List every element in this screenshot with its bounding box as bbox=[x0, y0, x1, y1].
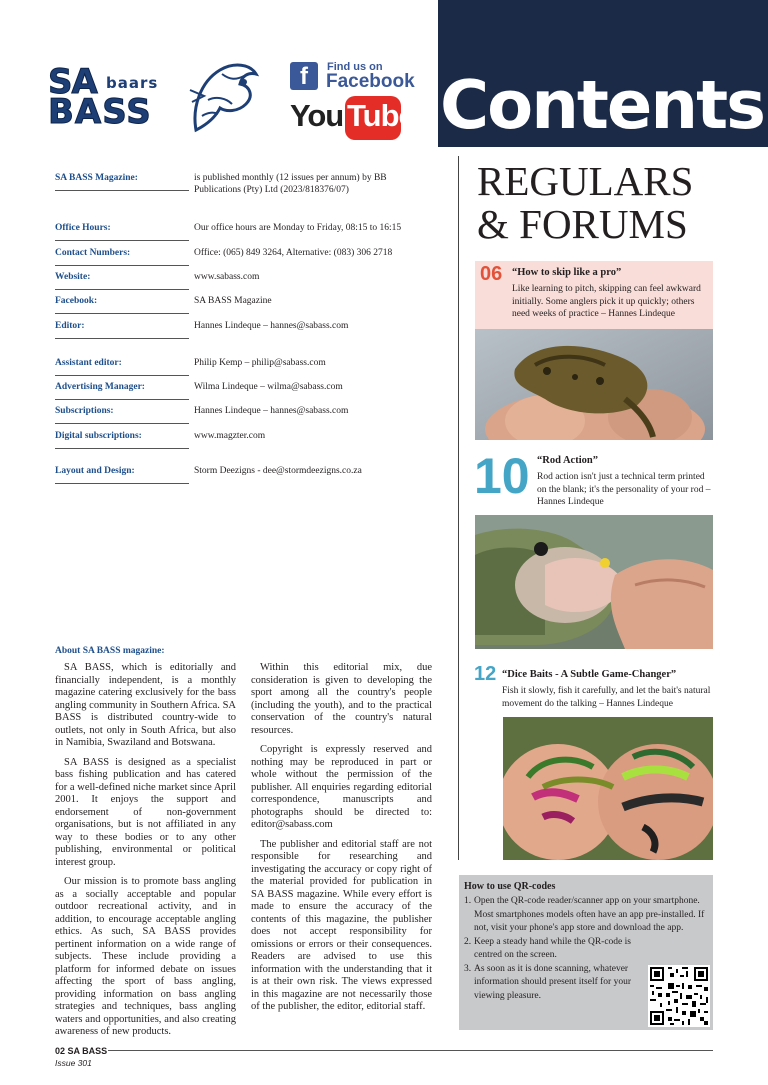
article-12-desc: Fish it slowly, fish it carefully, and let the bait's natural movement do the talking – Hannes Lindeque bbox=[502, 686, 711, 709]
logo-bass: BASS bbox=[48, 92, 152, 132]
youtube-tube-text[interactable]: Tube bbox=[347, 98, 415, 133]
page-number-label: 02 SA BASS bbox=[55, 1046, 108, 1056]
article-06-number: 06 bbox=[480, 263, 503, 285]
social-links bbox=[290, 61, 415, 142]
youtube-you-text[interactable]: You bbox=[290, 98, 344, 133]
about-column-2 bbox=[251, 662, 432, 1021]
about-heading: About SA BASS magazine: bbox=[55, 646, 165, 656]
masthead-value: Our office hours are Monday to Friday, 08:15 to 16:15 bbox=[194, 223, 402, 233]
facebook-link[interactable]: Facebook bbox=[326, 71, 415, 92]
masthead-value: Wilma Lindeque – wilma@sabass.com bbox=[194, 382, 343, 392]
about-paragraph: SA BASS, which is editorially and financially independent, is a monthly magazine catering exclusively for the bass angling community in Southern Africa. SA BASS is distributed country-wide to outlets, not only in South Africa, but also in Namibia, Swaziland and Botswana. bbox=[55, 662, 236, 748]
website-link[interactable]: www.sabass.com bbox=[194, 272, 260, 282]
masthead-value: Office: (065) 849 3264, Alternative: (083) 306 2718 bbox=[194, 248, 393, 258]
masthead-value: SA BASS Magazine bbox=[194, 296, 272, 306]
qr-step: 2. Keep a steady hand while the QR-code is centred on the screen. bbox=[464, 936, 712, 963]
frog-lure-photo bbox=[475, 329, 713, 440]
facebook-find-text: Find us on bbox=[327, 61, 383, 73]
about-paragraph: Copyright is expressly reserved and nothing may be reproduced in part or whole without the permission of the publisher. All enquiries regarding editorial correspondence, manuscripts and photographs should be directed to: editor@sabass.com bbox=[251, 744, 432, 830]
masthead-value: Philip Kemp – philip@sabass.com bbox=[194, 358, 326, 368]
masthead-value: Hannes Lindeque – hannes@sabass.com bbox=[194, 406, 349, 416]
logo-baars: baars bbox=[106, 74, 159, 92]
logo-sa: SA bbox=[48, 62, 97, 102]
about-paragraph: SA BASS is designed as a specialist bass fishing publication and has catered for a well-defined niche market since April 2001. It enjoys the support and endorsement of non-government organisations, but is not affiliated in any way to these bodies or to any other publishing, environmental or political interest group. bbox=[55, 756, 236, 868]
qr-heading: How to use QR-codes bbox=[464, 881, 556, 892]
footer-divider bbox=[108, 1050, 713, 1051]
qr-step: 1. Open the QR-code reader/scanner app on your smartphone. Most smartphones models often have an app pre-installed. If not, visit your phone's app store and download the app. bbox=[464, 895, 712, 936]
section-title bbox=[477, 160, 693, 246]
masthead-label: Editor: bbox=[55, 320, 189, 339]
contents-banner bbox=[438, 0, 768, 147]
article-06-title[interactable]: “How to skip like a pro” bbox=[512, 267, 622, 278]
sa-bass-logo bbox=[48, 60, 260, 136]
masthead-label: Contact Numbers: bbox=[55, 247, 189, 266]
masthead-value: is published monthly (12 issues per annum) by BB Publications (Pty) Ltd (2023/818376/07) bbox=[194, 173, 387, 195]
section-title-line2: & FORUMS bbox=[477, 201, 688, 247]
article-12-title[interactable]: “Dice Baits - A Subtle Game-Changer” bbox=[502, 669, 677, 680]
masthead-value: Storm Deezigns - dee@stormdeezigns.co.za bbox=[194, 466, 362, 476]
about-column-1 bbox=[55, 662, 236, 1046]
masthead-label: Website: bbox=[55, 271, 189, 290]
page-title: Contents bbox=[440, 66, 764, 144]
section-title-line1: REGULARS bbox=[477, 158, 694, 204]
about-paragraph: Our mission is to promote bass angling as a socially acceptable and popular outdoor recreational activity, and in addition, to encourage acceptable angling ethics. As such, SA BASS provides pertinent information on a wide range of subjects. These include providing a platform for informed debate on issues affecting the sport of bass angling, providing information on bass angling strategies and techniques, bass angling waters and opportunities, and also creating awareness of new products. bbox=[55, 876, 236, 1037]
masthead-value: Hannes Lindeque – hannes@sabass.com bbox=[194, 321, 349, 331]
masthead-label: Digital subscriptions: bbox=[55, 430, 189, 449]
magzter-link[interactable]: www.magzter.com bbox=[194, 431, 266, 441]
article-10-title[interactable]: “Rod Action” bbox=[537, 455, 598, 466]
about-paragraph: The publisher and editorial staff are not responsible for researching and investigating the accuracy or copy right of the material provided for publication in SA BASS magazine. While every effort is made to ensure the accuracy of the contents of this magazine, the publisher does not accept responsibility for omissions or errors or their consequences. Readers are advised to use this information with the understanding that it is at their own risk. The views expressed in this magazine are not necessarily those of the publisher, the editor, editorial staff. bbox=[251, 838, 432, 1012]
about-paragraph: Within this editorial mix, due consideration is given to developing the sport among all the country's people (including the youth), and to the practical conservation of the country's natural resources. bbox=[251, 662, 432, 736]
facebook-icon[interactable]: f bbox=[290, 62, 318, 90]
article-06-desc: Like learning to pitch, skipping can feel awkward initially. Some anglers pick it up quickly; others need weeks of practice – Hannes Lindeque bbox=[512, 284, 701, 319]
bass-fish-icon bbox=[186, 60, 260, 136]
masthead-label: Assistant editor: bbox=[55, 357, 189, 376]
qr-step-text: Open the QR-code reader/scanner app on your smartphone. Most smartphones models often have an app pre-installed. If not, visit your phone's app store and download the app. bbox=[474, 896, 705, 933]
column-divider bbox=[458, 156, 459, 860]
masthead-label: Layout and Design: bbox=[55, 465, 189, 484]
article-10-desc: Rod action isn't just a technical term printed on the blank; it's the personality of your rod – Hannes Lindeque bbox=[537, 472, 711, 507]
masthead-label: Advertising Manager: bbox=[55, 381, 189, 400]
qr-step-text: Keep a steady hand while the QR-code is centred on the screen. bbox=[474, 936, 631, 960]
article-10-number: 10 bbox=[474, 448, 530, 504]
qr-code-icon[interactable] bbox=[648, 965, 710, 1027]
article-12-number: 12 bbox=[474, 663, 497, 685]
dice-baits-photo bbox=[503, 717, 713, 860]
masthead-label: Subscriptions: bbox=[55, 405, 189, 424]
masthead-label: Facebook: bbox=[55, 295, 189, 314]
masthead-label: SA BASS Magazine: bbox=[55, 172, 189, 191]
qr-step: 3. As soon as it is done scanning, whatever information should present itself for your viewing pleasure. bbox=[464, 963, 712, 1004]
masthead-label: Office Hours: bbox=[55, 222, 189, 241]
bass-mouth-photo bbox=[475, 515, 713, 649]
qr-step-text: As soon as it is done scanning, whatever information should present itself for your viewing pleasure. bbox=[474, 963, 631, 1001]
issue-number: Issue 301 bbox=[55, 1058, 92, 1068]
